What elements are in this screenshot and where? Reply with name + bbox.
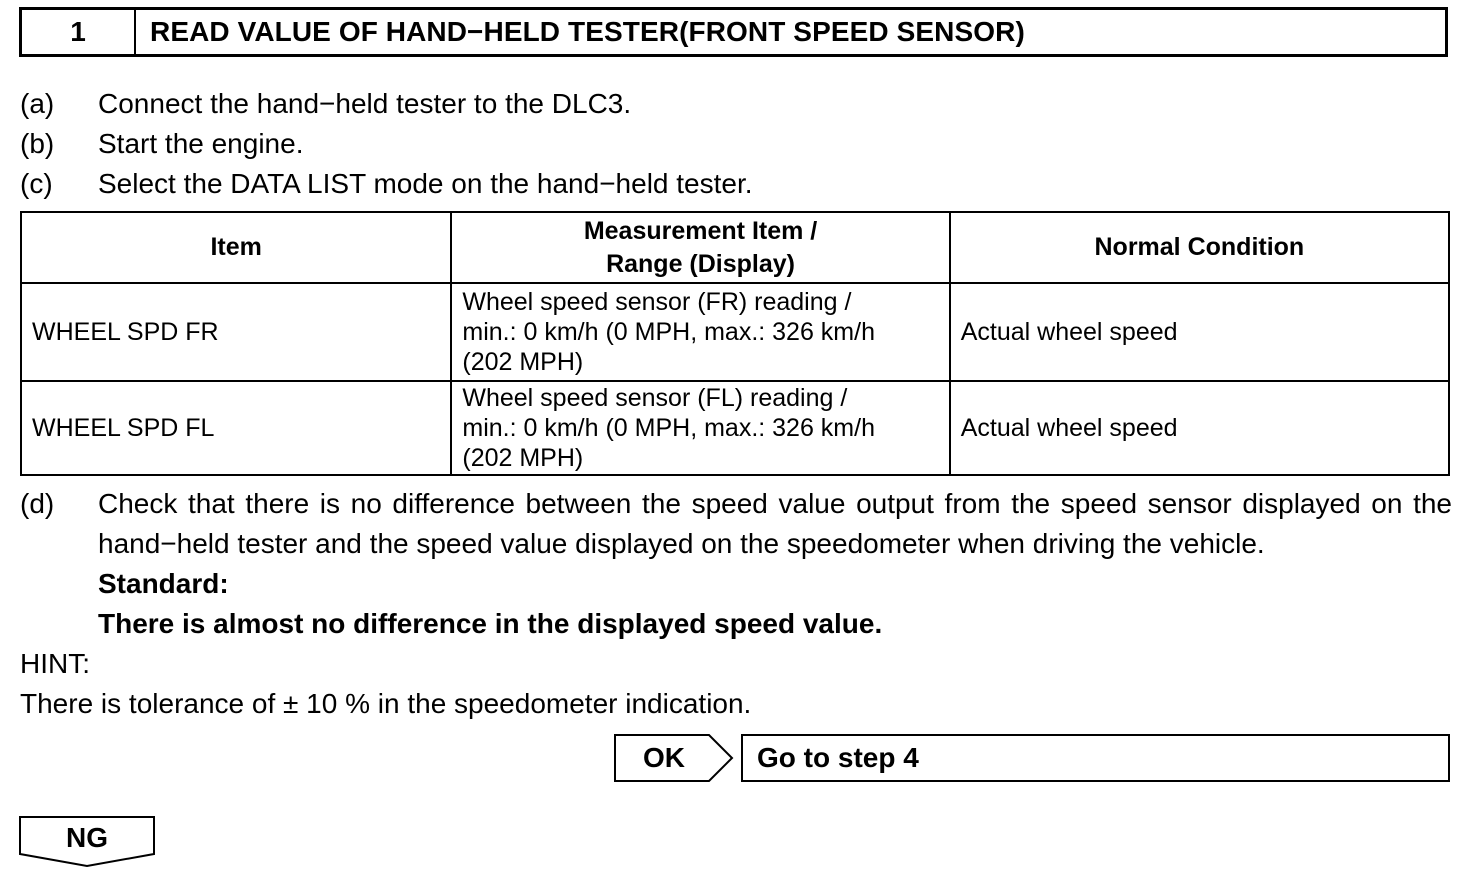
ng-label: NG (66, 822, 108, 853)
header-normal-condition: Normal Condition (950, 212, 1449, 283)
step-c (20, 164, 753, 204)
cell-measurement (451, 283, 949, 381)
hint-text: There is tolerance of ± 10 % in the speedometer indication. (20, 688, 752, 719)
table-row (21, 283, 1449, 381)
cell-item: WHEEL SPD FL (21, 381, 451, 475)
step-d-label: (d) (20, 488, 55, 519)
step-d-body (98, 484, 1452, 644)
measurement-line: (202 MPH) (462, 348, 584, 376)
header-measurement (451, 212, 949, 283)
standard-text: There is almost no difference in the displayed speed value. (98, 608, 883, 639)
hint-label: HINT: (20, 648, 90, 679)
measurement-line: (202 MPH) (462, 444, 584, 472)
goto-step-link[interactable]: Go to step 4 (741, 734, 1450, 782)
step-a (20, 84, 631, 124)
step-d-text: Check that there is no difference between the speed value output from the speed sensor displayed on the hand−held tester and the speed value displayed on the speedometer when driving the vehicle. (98, 488, 1452, 559)
ok-label: OK (643, 742, 685, 773)
standard-label: Standard: (98, 568, 229, 599)
step-c-text: Select the DATA LIST mode on the hand−held tester. (98, 168, 753, 199)
cell-normal: Actual wheel speed (950, 381, 1449, 475)
step-b (20, 124, 303, 164)
table-row (21, 381, 1449, 475)
step-d (20, 484, 1452, 644)
data-list-table (20, 211, 1450, 476)
measurement-line: Wheel speed sensor (FR) reading / (462, 288, 852, 316)
step-number: 1 (22, 10, 136, 54)
header-measurement-line2: Range (Display) (606, 249, 796, 278)
measurement-line: Wheel speed sensor (FL) reading / (462, 384, 848, 412)
step-a-label: (a) (20, 88, 55, 119)
header-item: Item (21, 212, 451, 283)
step-title: READ VALUE OF HAND−HELD TESTER(FRONT SPEED SENSOR) (150, 16, 1025, 47)
step-b-text: Start the engine. (98, 128, 304, 159)
measurement-line: min.: 0 km/h (0 MPH, max.: 326 km/h (462, 318, 875, 346)
cell-measurement (451, 381, 949, 475)
measurement-line: min.: 0 km/h (0 MPH, max.: 326 km/h (462, 414, 875, 442)
cell-item: WHEEL SPD FR (21, 283, 451, 381)
step-c-label: (c) (20, 168, 53, 199)
table-header-row (21, 212, 1449, 283)
step-a-text: Connect the hand−held tester to the DLC3. (98, 88, 632, 119)
step-header (19, 7, 1448, 57)
step-b-label: (b) (20, 128, 55, 159)
cell-normal: Actual wheel speed (950, 283, 1449, 381)
header-measurement-line1: Measurement Item / (583, 216, 818, 245)
